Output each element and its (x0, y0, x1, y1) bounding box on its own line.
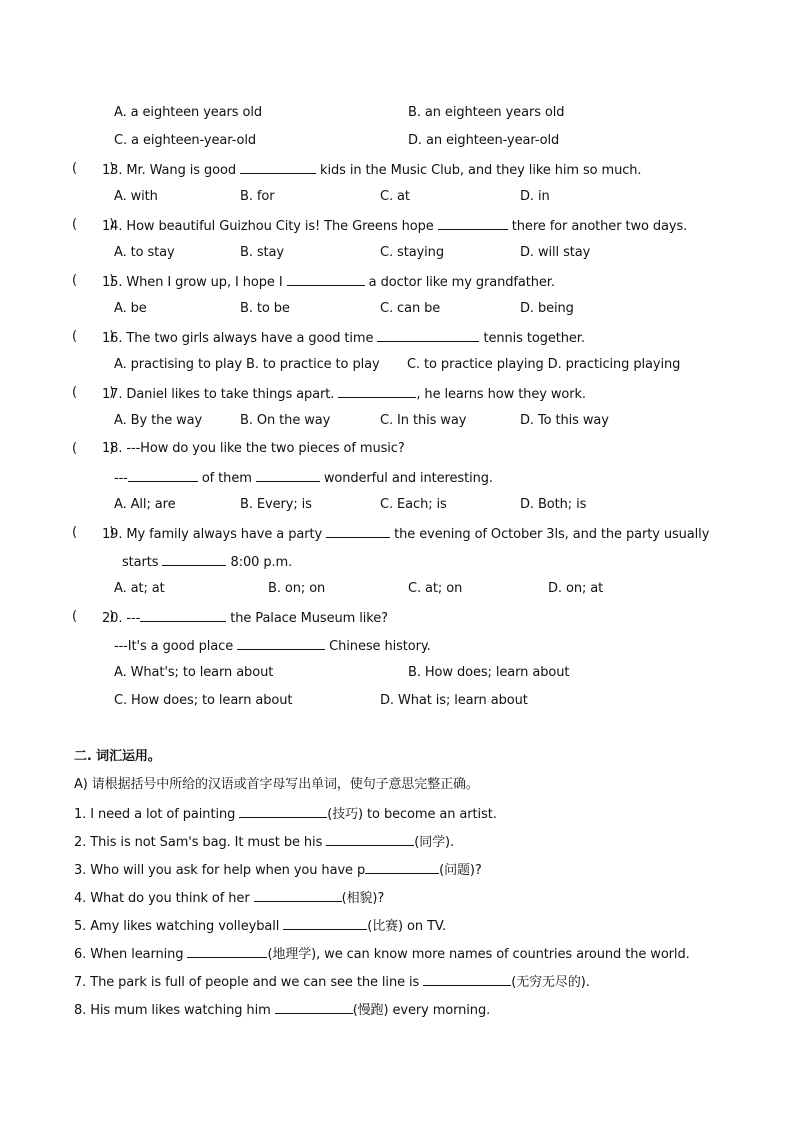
vocab-item-text: 5. Amy likes watching volleyball (74, 919, 284, 934)
q12-option-d: D. an eighteen-year-old (408, 133, 560, 148)
vocab-item-hint: (慢跑) every morning. (352, 1003, 491, 1018)
question-19-continued (122, 552, 292, 572)
q12-option-a: A. a eighteen years old (114, 105, 263, 120)
q17-option-b: B. On the way (240, 413, 331, 428)
answer-bracket-17: ( ) (72, 385, 115, 400)
q19-option-a: A. at; at (114, 581, 165, 596)
q16-options-ab: A. practising to play B. to practice to play (114, 357, 380, 372)
question-19-text-line2: starts (122, 555, 163, 570)
answer-blank[interactable] (239, 804, 327, 818)
answer-blank[interactable] (237, 636, 325, 650)
q13-option-c: C. at (380, 189, 410, 204)
vocab-item-text: 8. His mum likes watching him (74, 1003, 275, 1018)
answer-bracket-13: ( ) (72, 161, 115, 176)
question-18-response (114, 468, 493, 488)
question-20 (102, 608, 388, 628)
q20-option-d: D. What is; learn about (380, 693, 528, 708)
vocab-item-6 (74, 944, 690, 964)
q12-option-c: C. a eighteen-year-old (114, 133, 257, 148)
question-20-text-end: the Palace Museum like? (226, 611, 388, 626)
q15-option-a: A. be (114, 301, 147, 316)
q19-option-c: C. at; on (408, 581, 463, 596)
question-18-text-mid: of them (197, 471, 256, 486)
question-15-text: 15. When I grow up, I hope I (102, 275, 287, 290)
answer-blank[interactable] (423, 972, 511, 986)
answer-bracket-15: ( ) (72, 273, 115, 288)
answer-blank[interactable] (275, 1000, 353, 1014)
vocab-item-hint: (比赛) on TV. (367, 919, 447, 934)
section-instruction: A) 请根据括号中所给的汉语或首字母写出单词，使句子意思完整正确。 (74, 777, 479, 792)
answer-bracket-16: ( ) (72, 329, 115, 344)
q15-option-c: C. can be (380, 301, 441, 316)
vocab-item-1 (74, 804, 497, 824)
answer-bracket-18: ( ) (72, 441, 115, 456)
vocab-item-5 (74, 916, 446, 936)
q18-option-a: A. All; are (114, 497, 176, 512)
question-14 (102, 216, 687, 236)
q12-option-b: B. an eighteen years old (408, 105, 565, 120)
q14-option-c: C. staying (380, 245, 444, 260)
question-20-response (114, 636, 431, 656)
q14-option-a: A. to stay (114, 245, 175, 260)
q18-option-b: B. Every; is (240, 497, 312, 512)
vocab-item-3 (74, 860, 482, 880)
question-20-text-line2: ---It's a good place (114, 639, 238, 654)
question-13-text-end: kids in the Music Club, and they like him so much. (316, 163, 642, 178)
question-14-text-end: there for another two days. (507, 219, 688, 234)
question-19-text-line2-end: 8:00 p.m. (226, 555, 293, 570)
q13-option-a: A. with (114, 189, 158, 204)
vocab-item-hint: (相貌)? (341, 891, 385, 906)
answer-blank[interactable] (377, 328, 479, 342)
answer-blank[interactable] (187, 944, 267, 958)
question-20-text: 20. --- (102, 611, 141, 626)
answer-blank[interactable] (283, 916, 367, 930)
q20-option-b: B. How does; learn about (408, 665, 570, 680)
question-19 (102, 524, 709, 544)
q13-option-d: D. in (520, 189, 550, 204)
vocab-item-4 (74, 888, 384, 908)
question-20-text-line2-end: Chinese history. (325, 639, 431, 654)
q19-option-b: B. on; on (268, 581, 326, 596)
question-15 (102, 272, 555, 292)
vocab-item-text: 1. I need a lot of painting (74, 807, 240, 822)
question-18: 18. ---How do you like the two pieces of music? (102, 441, 405, 456)
q17-option-a: A. By the way (114, 413, 203, 428)
q17-option-d: D. To this way (520, 413, 609, 428)
question-17-text: 17. Daniel likes to take things apart. (102, 387, 339, 402)
answer-blank[interactable] (338, 384, 416, 398)
answer-blank[interactable] (438, 216, 508, 230)
answer-blank[interactable] (162, 552, 226, 566)
question-18-dash: --- (114, 471, 128, 486)
section-title: 二. 词汇运用。 (74, 749, 161, 764)
q13-option-b: B. for (240, 189, 275, 204)
q18-option-d: D. Both; is (520, 497, 587, 512)
q15-option-b: B. to be (240, 301, 290, 316)
answer-blank[interactable] (326, 832, 414, 846)
vocab-item-text: 2. This is not Sam's bag. It must be his (74, 835, 327, 850)
question-15-text-end: a doctor like my grandfather. (364, 275, 555, 290)
q19-option-d: D. on; at (548, 581, 604, 596)
question-13-text: 13. Mr. Wang is good (102, 163, 241, 178)
answer-bracket-19: ( ) (72, 525, 115, 540)
vocab-item-hint: (同学). (414, 835, 455, 850)
question-16 (102, 328, 585, 348)
vocab-item-hint: (技巧) to become an artist. (327, 807, 497, 822)
vocab-item-text: 6. When learning (74, 947, 188, 962)
question-14-text: 14. How beautiful Guizhou City is! The Greens hope (102, 219, 438, 234)
question-19-text: 19. My family always have a party (102, 527, 327, 542)
question-16-text: 16. The two girls always have a good time (102, 331, 378, 346)
vocab-item-7 (74, 972, 590, 992)
question-17-text-end: , he learns how they work. (416, 387, 586, 402)
answer-blank[interactable] (365, 860, 439, 874)
q20-option-c: C. How does; to learn about (114, 693, 293, 708)
q20-option-a: A. What's; to learn about (114, 665, 274, 680)
answer-blank[interactable] (254, 888, 342, 902)
answer-blank[interactable] (256, 468, 320, 482)
q15-option-d: D. being (520, 301, 574, 316)
vocab-item-hint: (地理学), we can know more names of countries around the world. (267, 947, 690, 962)
question-17 (102, 384, 586, 404)
q14-option-b: B. stay (240, 245, 285, 260)
vocab-item-text: 4. What do you think of her (74, 891, 254, 906)
q17-option-c: C. In this way (380, 413, 467, 428)
q18-option-c: C. Each; is (380, 497, 447, 512)
answer-bracket-14: ( ) (72, 217, 115, 232)
vocab-item-hint: (问题)? (439, 863, 482, 878)
q16-options-cd: C. to practice playing D. practicing playing (407, 357, 681, 372)
answer-blank[interactable] (240, 160, 316, 174)
vocab-item-text: 7. The park is full of people and we can see the line is (74, 975, 424, 990)
answer-blank[interactable] (326, 524, 390, 538)
answer-blank[interactable] (140, 608, 226, 622)
vocab-item-2 (74, 832, 454, 852)
q14-option-d: D. will stay (520, 245, 591, 260)
vocab-item-text: 3. Who will you ask for help when you have p (74, 863, 366, 878)
answer-bracket-20: ( ) (72, 609, 115, 624)
question-18-text-end: wonderful and interesting. (319, 471, 493, 486)
vocab-item-hint: (无穷无尽的). (511, 975, 590, 990)
answer-blank[interactable] (287, 272, 365, 286)
question-16-text-end: tennis together. (479, 331, 585, 346)
vocab-item-8 (74, 1000, 490, 1020)
question-13 (102, 160, 641, 180)
answer-blank[interactable] (128, 468, 198, 482)
question-19-text-end: the evening of October 3ls, and the party usually (390, 527, 710, 542)
